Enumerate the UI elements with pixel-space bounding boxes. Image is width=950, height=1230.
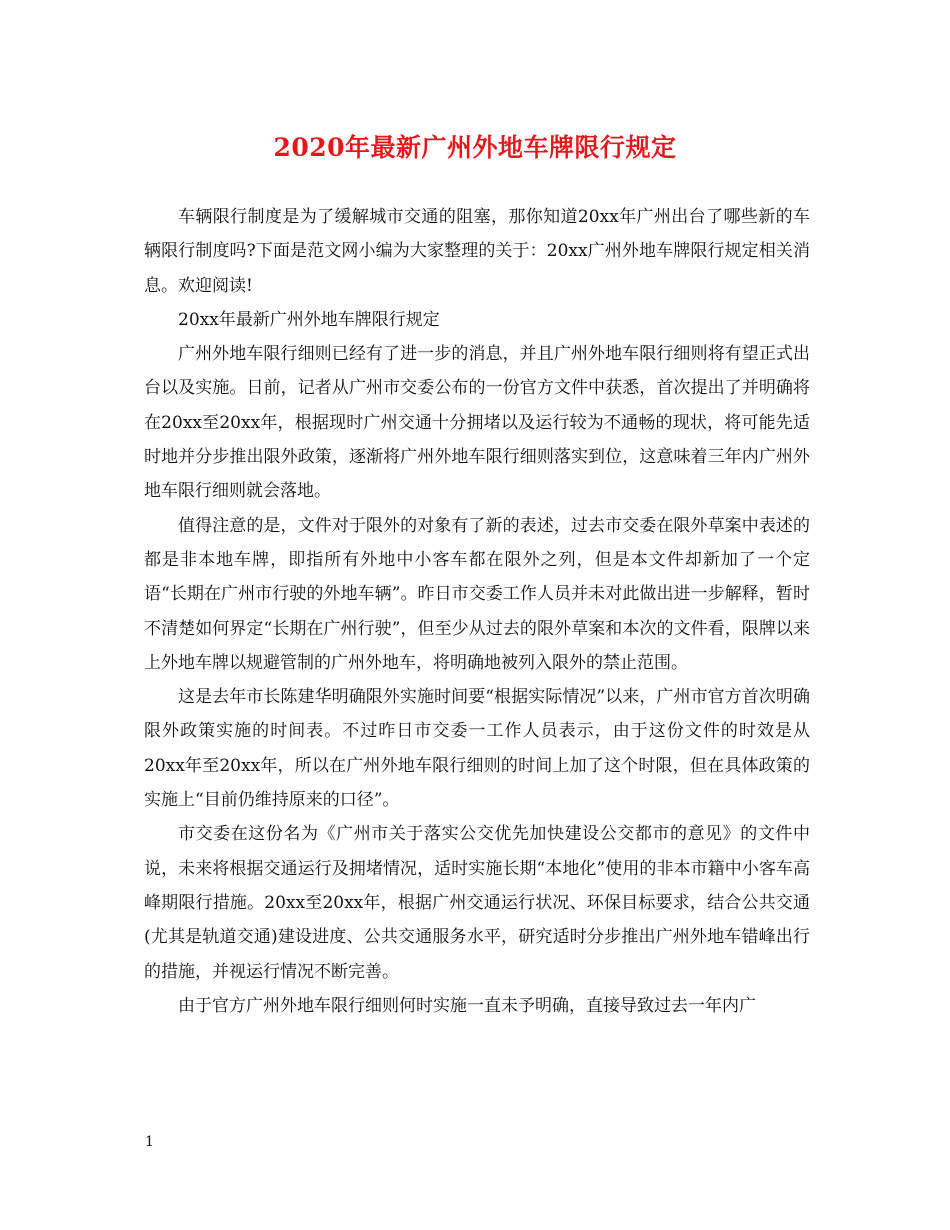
document-title: 2020年最新广州外地车牌限行规定 bbox=[273, 133, 677, 162]
page-number: 1 bbox=[145, 1134, 154, 1150]
document-body bbox=[144, 200, 810, 1023]
paragraph: 值得注意的是，文件对于限外的对象有了新的表述，过去市交委在限外草案中表述的都是非本地车牌，即指所有外地中小客车都在限外之列，但是本文件却新加了一个定语“长期在广州市行驶的外地车辆”。昨日市交委工作人员并未对此做出进一步解释，暂时不清楚如何界定“长期在广州行驶”，但至少从过去的限外草案和本次的文件看，限牌以来上外地车牌以规避管制的广州外地车，将明确地被列入限外的禁止范围。 bbox=[144, 515, 810, 673]
paragraph: 广州外地车限行细则已经有了进一步的消息，并且广州外地车限行细则将有望正式出台以及实施。日前，记者从广州市交委公布的一份官方文件中获悉，首次提出了并明确将在20xx至20xx年，根据现时广州交通十分拥堵以及运行较为不通畅的现状，将可能先适时地并分步推出限外政策，逐渐将广州外地车限行细则落实到位，这意味着三年内广州外地车限行细则就会落地。 bbox=[144, 344, 810, 502]
paragraph: 由于官方广州外地车限行细则何时实施一直未予明确，直接导致过去一年内广 bbox=[178, 995, 756, 1016]
paragraph-subtitle: 20xx年最新广州外地车牌限行规定 bbox=[178, 309, 440, 330]
paragraph-intro: 车辆限行制度是为了缓解城市交通的阻塞，那你知道20xx年广州出台了哪些新的车辆限行制度吗?下面是范文网小编为大家整理的关于：20xx广州外地车牌限行规定相关消息。欢迎阅读! bbox=[144, 207, 810, 296]
paragraph: 这是去年市长陈建华明确限外实施时间要“根据实际情况”以来，广州市官方首次明确限外政策实施的时间表。不过昨日市交委一工作人员表示，由于这份文件的时效是从20xx年至20xx年，所以在广州外地车限行细则的时间上加了这个时限，但在具体政策的实施上“目前仍维持原来的口径”。 bbox=[144, 687, 810, 811]
paragraph: 市交委在这份名为《广州市关于落实公交优先加快建设公交都市的意见》的文件中说，未来将根据交通运行及拥堵情况，适时实施长期“本地化”使用的非本市籍中小客车高峰期限行措施。20xx至20xx年，根据广州交通运行状况、环保目标要求，结合公共交通(尤其是轨道交通)建设进度、公共交通服务水平，研究适时分步推出广州外地车错峰出行的措施，并视运行情况不断完善。 bbox=[144, 824, 810, 982]
